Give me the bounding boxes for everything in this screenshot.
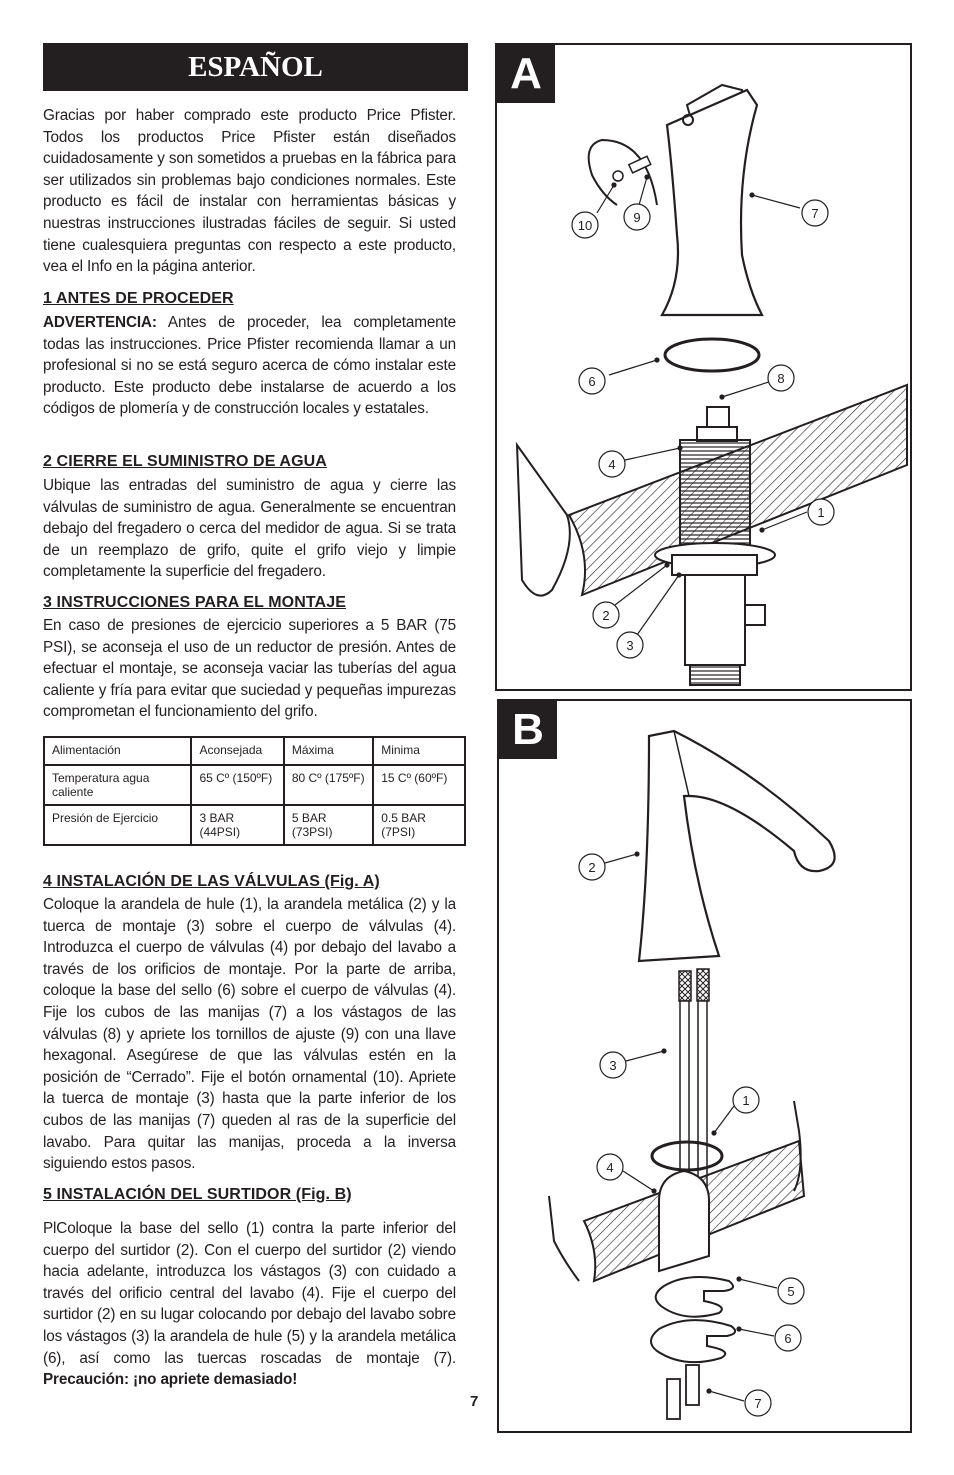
callout-7: 7	[754, 1396, 762, 1411]
figure-a-panel	[495, 43, 912, 691]
callout-9: 9	[633, 210, 641, 225]
decorative-button	[613, 171, 623, 181]
rubber-washer	[656, 1277, 733, 1317]
side-outlet	[745, 605, 765, 625]
section-2-body: Ubique las entradas del suministro de agua y cierre las válvulas de suministro de agua. Generalmente se encuentran debajo del fregadero o cerca del medidor de agua. Si se trata de un reemplazo de grifo, quite el grifo viejo y limpie completamente la superficie del fregadero.	[43, 477, 456, 581]
table-cell: 0.5 BAR (7PSI)	[373, 805, 465, 845]
spout-assembly-diagram	[499, 701, 910, 1431]
callout-4: 4	[608, 457, 616, 472]
metal-washer	[651, 1320, 735, 1362]
section-1-text: Antes de proceder, lea completamente todas las instrucciones. Price Pfister recomienda llamar a un profesional si no se está seguro acerca de cómo instalar este producto. Este producto debe instalarse de acuerdo a los códigos de plomería y de construcción locales y estatales.	[43, 314, 456, 418]
table-cell: 80 Cº (175ºF)	[284, 765, 373, 805]
table-cell: Alimentación	[44, 737, 191, 765]
section-title-banner: ESPAÑOL	[43, 43, 468, 91]
seal-base-ring	[665, 339, 759, 371]
specifications-table	[43, 736, 466, 846]
section-4-heading: 4 INSTALACIÓN DE LAS VÁLVULAS (Fig. A)	[43, 873, 380, 890]
mounting-nut	[672, 555, 757, 575]
callout-6: 6	[784, 1331, 792, 1346]
section-2-heading: 2 CIERRE EL SUMINISTRO DE AGUA	[43, 453, 327, 470]
table-cell: Aconsejada	[191, 737, 283, 765]
counter-edge-shape	[549, 1196, 579, 1281]
section-1-heading: 1 ANTES DE PROCEDER	[43, 290, 234, 307]
mounting-nut	[686, 1365, 699, 1405]
table-cell: 5 BAR (73PSI)	[284, 805, 373, 845]
spout-body	[639, 731, 835, 961]
table-header-row	[44, 737, 465, 765]
table-cell: 65 Cº (150ºF)	[191, 765, 283, 805]
callout-2: 2	[588, 860, 596, 875]
callout-2: 2	[602, 608, 610, 623]
section-5-body	[43, 1218, 456, 1391]
callout-7: 7	[811, 206, 819, 221]
callout-3: 3	[609, 1058, 617, 1073]
table-cell: Temperatura agua caliente	[44, 765, 191, 805]
section-5-text: PlColoque la base del sello (1) contra la parte inferior del cuerpo del surtidor (2). Con el cuerpo del surtidor (2) viendo hacia adelante, introduzca los vástagos (3) con cuidado a través del orificio central del lavabo (4). Fije el cuerpo del surtidor (2) en su lugar colocando por debajo del lavabo sobre los vástagos (3) la arandela de hule (5) y la arandela metálica (6), así como las tuercas roscadas de montaje (7).	[43, 1220, 456, 1367]
figure-a-label: A	[497, 45, 555, 103]
table-cell: 3 BAR (44PSI)	[191, 805, 283, 845]
caution-note: Precaución: ¡no apriete demasiado!	[43, 1371, 298, 1389]
valve-assembly-diagram	[497, 45, 910, 689]
counter-edge-shape	[517, 445, 570, 596]
section-1-body	[43, 312, 456, 420]
section-5-heading: 5 INSTALACIÓN DEL SURTIDOR (Fig. B)	[43, 1186, 352, 1203]
table-cell: 15 Cº (60ºF)	[373, 765, 465, 805]
center-hole	[659, 1171, 709, 1271]
callout-1: 1	[817, 505, 825, 520]
table-cell: Máxima	[284, 737, 373, 765]
valve-outlet-body	[685, 575, 745, 665]
section-3-heading: 3 INSTRUCCIONES PARA EL MONTAJE	[43, 594, 346, 611]
table-cell: Minima	[373, 737, 465, 765]
callout-10: 10	[577, 218, 593, 233]
valve-stem	[707, 407, 729, 429]
warning-label: ADVERTENCIA:	[43, 314, 157, 331]
callout-3: 3	[626, 638, 634, 653]
callout-5: 5	[787, 1284, 795, 1299]
section-4-body: Coloque la arandela de hule (1), la arandela metálica (2) y la tuerca de montaje (3) sobre el cuerpo de válvulas (4). Introduzca el cuerpo de válvulas (4) por debajo del lavabo a través de los orificios de montaje. Por la parte de arriba, coloque la base del sello (6) sobre el cuerpo de válvulas (4). Fije los cubos de las manijas (7) a los vástagos de las válvulas (8) y apriete los tornillos de ajuste (9) con una llave hexagonal. Asegúrese de que las válvulas estén en la posición de “Cerrado”. Fije el botón ornamental (10). Apriete la tuerca de montaje (3) hasta que la parte inferior de los cubos de las manijas (7) queden al ras de la superficie del lavabo. Para quitar las manijas, proceda a la inversa siguiendo estos pasos.	[43, 896, 456, 1173]
figure-b-panel	[497, 699, 912, 1433]
callout-6: 6	[588, 374, 596, 389]
figure-b-label: B	[499, 701, 557, 759]
callout-1: 1	[742, 1093, 750, 1108]
intro-paragraph: Gracias por haber comprado este producto Price Pfister. Todos los productos Price Pfister están diseñados cuidadosamente y son sometidos a pruebas en la fábrica para ser utilizados sin problemas bajo condiciones normales. Este producto es fácil de instalar con herramientas básicas y nuestras instrucciones ilustradas fáciles de seguir. Si usted tiene cualesquiera preguntas con respecto a este producto, vea el Info en la página anterior.	[43, 107, 456, 276]
callout-4: 4	[606, 1160, 614, 1175]
table-cell: Presión de Ejercicio	[44, 805, 191, 845]
page-number: 7	[470, 1393, 479, 1410]
mounting-nut	[667, 1379, 680, 1419]
table-row	[44, 805, 465, 845]
callout-8: 8	[777, 371, 785, 386]
section-3-body: En caso de presiones de ejercicio superiores a 5 BAR (75 PSI), se aconseja el uso de un reductor de presión. Antes de efectuar el montaje, se aconseja vaciar las tuberías del agua caliente y fría para evitar que suciedad y pequeñas impurezas comprometan el funcionamiento del grifo.	[43, 617, 456, 721]
valve-body-threads	[680, 440, 750, 555]
handle-hub	[662, 90, 762, 315]
table-row	[44, 765, 465, 805]
